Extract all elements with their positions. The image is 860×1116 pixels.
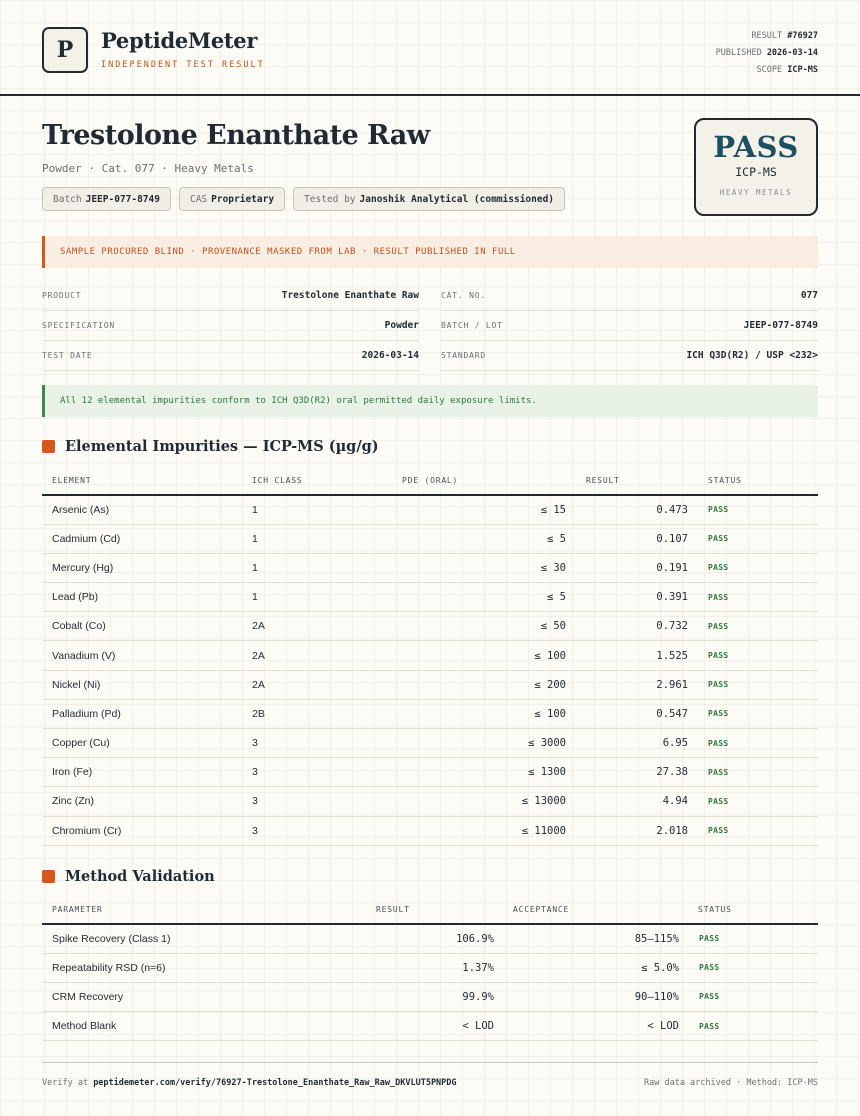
table-row xyxy=(42,816,818,845)
status-badge: PASS xyxy=(679,953,818,982)
info-value: 2026-03-14 xyxy=(361,350,419,361)
result-cell: 106.9% xyxy=(342,924,494,953)
product-subtitle: Powder · Cat. 077 · Heavy Metals xyxy=(42,162,254,175)
table-row xyxy=(42,612,818,641)
pass-stamp xyxy=(694,118,818,216)
table-row xyxy=(42,641,818,670)
col-val-result: RESULT xyxy=(342,896,494,924)
pde-cell: ≤ 5 xyxy=(352,524,566,553)
product-chips xyxy=(42,187,565,211)
info-label: STANDARD xyxy=(441,351,486,360)
pde-cell: ≤ 3000 xyxy=(352,729,566,758)
meta-result xyxy=(716,28,818,45)
parameter-cell: Spike Recovery (Class 1) xyxy=(42,924,342,953)
acceptance-cell: 85–115% xyxy=(494,924,679,953)
info-label: SPECIFICATION xyxy=(42,321,116,330)
chip-value: JEEP-077-8749 xyxy=(85,193,160,205)
table-row xyxy=(42,953,818,982)
info-value: 077 xyxy=(800,290,818,301)
acceptance-cell: ≤ 5.0% xyxy=(494,953,679,982)
element-cell: Palladium (Pd) xyxy=(42,699,242,728)
info-label: PRODUCT xyxy=(42,291,82,300)
info-grid xyxy=(42,281,818,371)
status-badge: PASS xyxy=(679,924,818,953)
impurities-section-title xyxy=(42,438,379,455)
info-product xyxy=(42,281,419,311)
verify-link[interactable]: peptidemeter.com/verify/76927-Trestolone_Enanthate_Raw_Raw_DKVLUT5PNPDG xyxy=(93,1077,457,1088)
table-row xyxy=(42,1012,818,1041)
status-badge: PASS xyxy=(688,670,818,699)
info-date xyxy=(42,341,419,371)
section-marker-icon xyxy=(42,440,55,453)
ich-class-cell: 2A xyxy=(242,641,352,670)
result-cell: 0.732 xyxy=(566,612,688,641)
result-cell: 2.961 xyxy=(566,670,688,699)
meta-scope-label: SCOPE xyxy=(756,65,783,75)
meta-published-value: 2026-03-14 xyxy=(766,48,818,58)
info-label: TEST DATE xyxy=(42,351,93,360)
pde-cell: ≤ 100 xyxy=(352,699,566,728)
table-row xyxy=(42,924,818,953)
info-row xyxy=(42,311,818,341)
element-cell: Iron (Fe) xyxy=(42,758,242,787)
parameter-cell: Method Blank xyxy=(42,1012,342,1041)
table-row xyxy=(42,699,818,728)
status-badge: PASS xyxy=(688,758,818,787)
brand-name: PeptideMeter xyxy=(101,28,258,53)
col-parameter: PARAMETER xyxy=(42,896,342,924)
result-cell: 0.391 xyxy=(566,583,688,612)
status-badge: PASS xyxy=(688,583,818,612)
pde-cell: ≤ 200 xyxy=(352,670,566,699)
status-badge: PASS xyxy=(688,524,818,553)
table-row xyxy=(42,495,818,524)
element-cell: Cadmium (Cd) xyxy=(42,524,242,553)
chip-value: Proprietary xyxy=(211,193,275,205)
col-val-status: STATUS xyxy=(679,896,818,924)
conformance-notice: All 12 elemental impurities conform to ICH Q3D(R2) oral permitted daily exposure limits. xyxy=(42,385,818,417)
col-result: RESULT xyxy=(566,467,688,495)
status-badge: PASS xyxy=(679,982,818,1011)
element-cell: Zinc (Zn) xyxy=(42,787,242,816)
element-cell: Nickel (Ni) xyxy=(42,670,242,699)
table-header-row xyxy=(42,896,818,924)
chip-tested-by xyxy=(293,187,565,211)
brand-logo: P xyxy=(42,27,88,73)
col-element: ELEMENT xyxy=(42,467,242,495)
result-cell: 0.473 xyxy=(566,495,688,524)
stamp-category: HEAVY METALS xyxy=(719,188,793,197)
stamp-method: ICP-MS xyxy=(735,165,777,179)
table-row xyxy=(42,670,818,699)
result-cell: 0.547 xyxy=(566,699,688,728)
info-row xyxy=(42,281,818,311)
validation-table xyxy=(42,896,818,1041)
result-cell: < LOD xyxy=(342,1012,494,1041)
meta-scope xyxy=(716,62,818,79)
meta-scope-value: ICP-MS xyxy=(787,65,818,75)
info-row xyxy=(42,341,818,371)
acceptance-cell: < LOD xyxy=(494,1012,679,1041)
pde-cell: ≤ 30 xyxy=(352,553,566,582)
element-cell: Cobalt (Co) xyxy=(42,612,242,641)
table-row xyxy=(42,553,818,582)
section-title-text: Method Validation xyxy=(65,868,215,885)
archive-note: Raw data archived · Method: ICP-MS xyxy=(644,1077,818,1088)
validation-section-title xyxy=(42,868,215,885)
ich-class-cell: 1 xyxy=(242,583,352,612)
meta-published xyxy=(716,45,818,62)
result-cell: 27.38 xyxy=(566,758,688,787)
info-label: CAT. NO. xyxy=(441,291,486,300)
element-cell: Arsenic (As) xyxy=(42,495,242,524)
table-row xyxy=(42,524,818,553)
report-meta xyxy=(716,28,818,79)
result-cell: 6.95 xyxy=(566,729,688,758)
report-header xyxy=(0,0,860,96)
table-row xyxy=(42,758,818,787)
ich-class-cell: 2B xyxy=(242,699,352,728)
verify-line xyxy=(42,1078,457,1088)
table-row xyxy=(42,787,818,816)
result-cell: 4.94 xyxy=(566,787,688,816)
result-cell: 1.525 xyxy=(566,641,688,670)
info-value: JEEP-077-8749 xyxy=(743,320,818,331)
ich-class-cell: 3 xyxy=(242,758,352,787)
status-badge: PASS xyxy=(679,1012,818,1041)
chip-batch xyxy=(42,187,171,211)
verify-prefix: Verify at xyxy=(42,1077,89,1088)
ich-class-cell: 3 xyxy=(242,729,352,758)
blind-procurement-notice: SAMPLE PROCURED BLIND · PROVENANCE MASKED FROM LAB · RESULT PUBLISHED IN FULL xyxy=(42,236,818,268)
info-value: Powder xyxy=(384,320,419,331)
ich-class-cell: 1 xyxy=(242,524,352,553)
chip-label: Tested by xyxy=(304,193,356,205)
status-badge: PASS xyxy=(688,612,818,641)
status-badge: PASS xyxy=(688,729,818,758)
element-cell: Copper (Cu) xyxy=(42,729,242,758)
table-row xyxy=(42,583,818,612)
table-row xyxy=(42,729,818,758)
info-value: Trestolone Enanthate Raw xyxy=(281,290,419,301)
result-cell: 99.9% xyxy=(342,982,494,1011)
element-cell: Lead (Pb) xyxy=(42,583,242,612)
result-cell: 0.191 xyxy=(566,553,688,582)
parameter-cell: Repeatability RSD (n=6) xyxy=(42,953,342,982)
col-ich-class: ICH CLASS xyxy=(242,467,352,495)
meta-result-label: RESULT xyxy=(751,31,783,41)
result-cell: 2.018 xyxy=(566,816,688,845)
chip-label: Batch xyxy=(53,193,82,205)
pde-cell: ≤ 1300 xyxy=(352,758,566,787)
element-cell: Mercury (Hg) xyxy=(42,553,242,582)
element-cell: Chromium (Cr) xyxy=(42,816,242,845)
stamp-verdict: PASS xyxy=(713,130,799,164)
chip-value: Janoshik Analytical (commissioned) xyxy=(359,193,555,205)
result-cell: 1.37% xyxy=(342,953,494,982)
status-badge: PASS xyxy=(688,495,818,524)
pde-cell: ≤ 100 xyxy=(352,641,566,670)
product-title: Trestolone Enanthate Raw xyxy=(42,120,430,151)
info-batch xyxy=(441,311,818,341)
section-marker-icon xyxy=(42,870,55,883)
info-spec xyxy=(42,311,419,341)
status-badge: PASS xyxy=(688,553,818,582)
ich-class-cell: 3 xyxy=(242,787,352,816)
ich-class-cell: 2A xyxy=(242,612,352,641)
col-status: STATUS xyxy=(688,467,818,495)
chip-label: CAS xyxy=(189,193,208,205)
pde-cell: ≤ 11000 xyxy=(352,816,566,845)
section-title-text: Elemental Impurities — ICP-MS (µg/g) xyxy=(65,438,379,455)
element-cell: Vanadium (V) xyxy=(42,641,242,670)
table-row xyxy=(42,982,818,1011)
status-badge: PASS xyxy=(688,641,818,670)
ich-class-cell: 3 xyxy=(242,816,352,845)
info-cat xyxy=(441,281,818,311)
pde-cell: ≤ 13000 xyxy=(352,787,566,816)
result-cell: 0.107 xyxy=(566,524,688,553)
status-badge: PASS xyxy=(688,787,818,816)
ich-class-cell: 1 xyxy=(242,495,352,524)
info-label: BATCH / LOT xyxy=(441,321,503,330)
pde-cell: ≤ 50 xyxy=(352,612,566,641)
table-header-row xyxy=(42,467,818,495)
meta-published-label: PUBLISHED xyxy=(715,48,762,58)
ich-class-cell: 2A xyxy=(242,670,352,699)
col-pde: PDE (ORAL) xyxy=(352,467,566,495)
acceptance-cell: 90–110% xyxy=(494,982,679,1011)
status-badge: PASS xyxy=(688,816,818,845)
pde-cell: ≤ 5 xyxy=(352,583,566,612)
ich-class-cell: 1 xyxy=(242,553,352,582)
pde-cell: ≤ 15 xyxy=(352,495,566,524)
info-standard xyxy=(441,341,818,371)
report-footer xyxy=(42,1062,818,1102)
status-badge: PASS xyxy=(688,699,818,728)
chip-cas xyxy=(179,187,285,211)
meta-result-value: #76927 xyxy=(787,31,818,41)
col-acceptance: ACCEPTANCE xyxy=(494,896,679,924)
parameter-cell: CRM Recovery xyxy=(42,982,342,1011)
brand-tagline: INDEPENDENT TEST RESULT xyxy=(101,60,265,70)
impurities-table xyxy=(42,467,818,846)
info-value: ICH Q3D(R2) / USP <232> xyxy=(686,350,818,361)
